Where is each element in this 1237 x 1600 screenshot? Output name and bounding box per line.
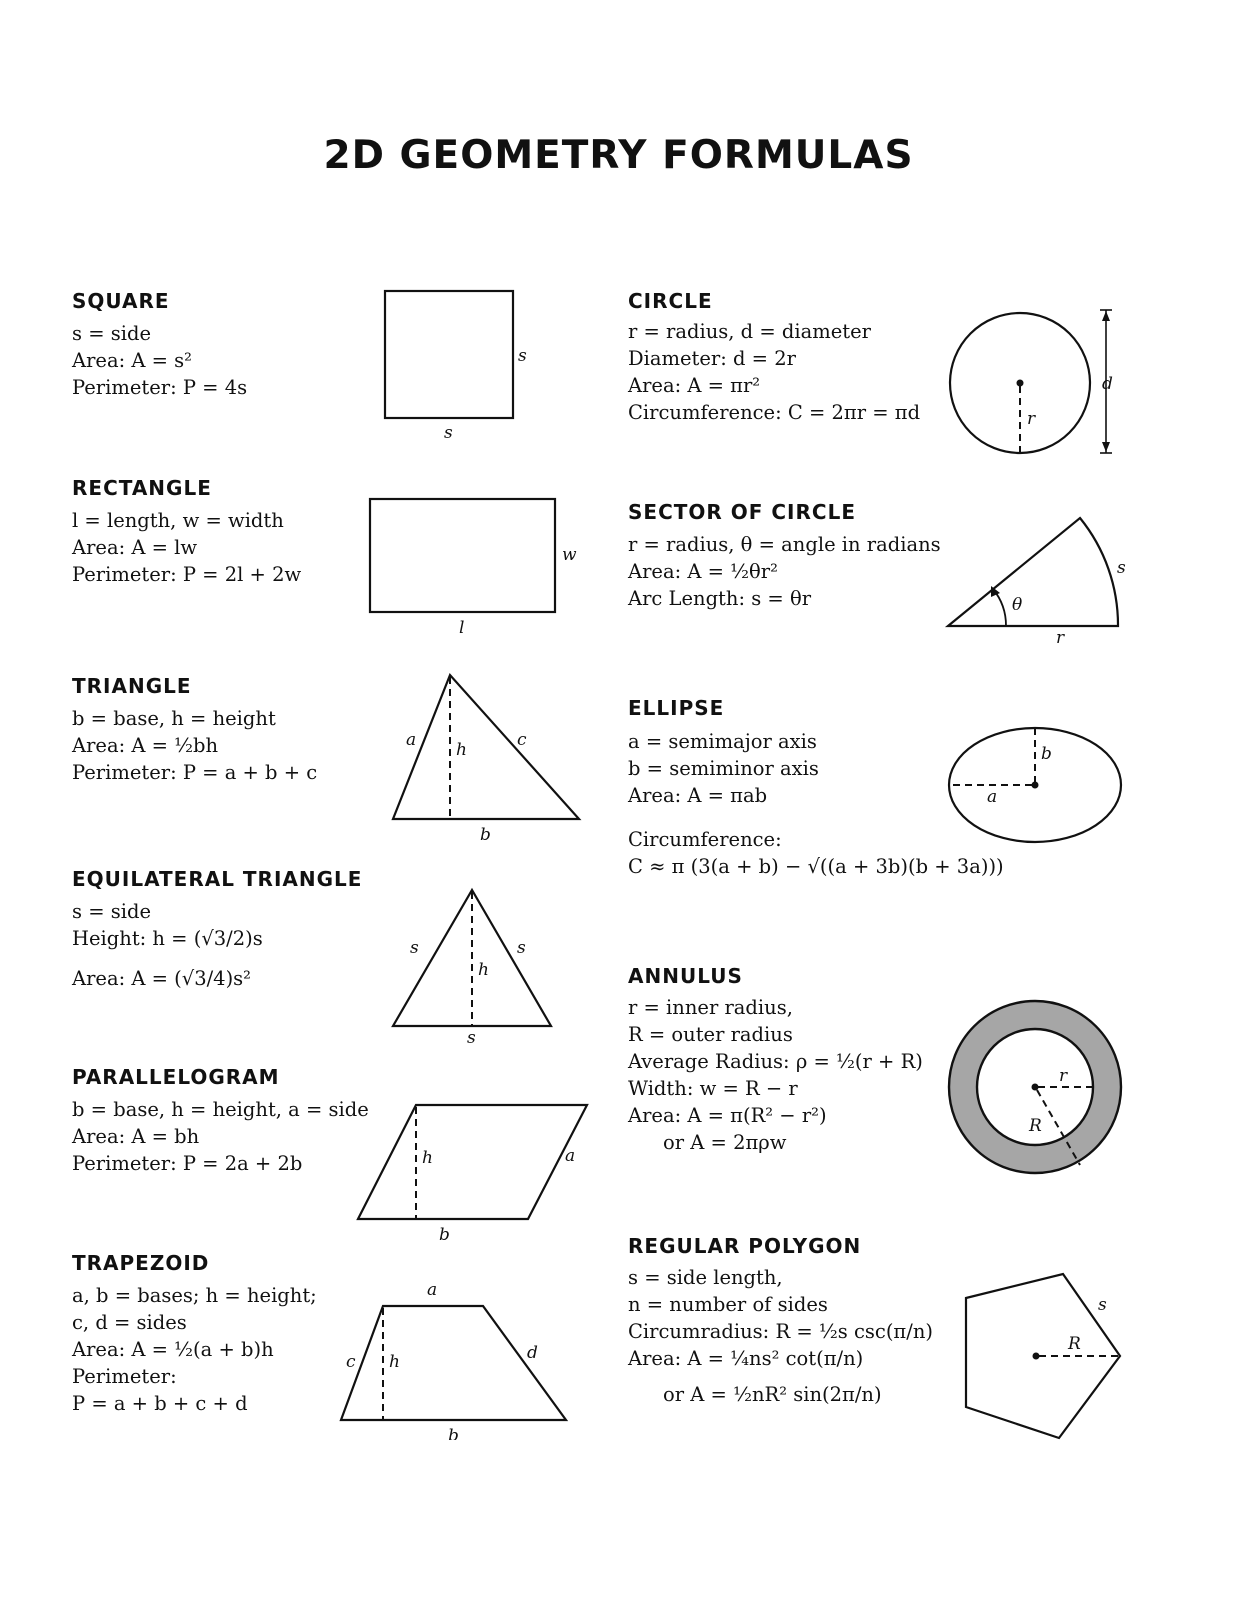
formula-line: r = radius, θ = angle in radians <box>628 533 941 556</box>
triangle-formulas <box>72 705 317 786</box>
formula-line: Height: h = (√3/2)s <box>72 927 263 950</box>
side-label: s <box>444 423 453 443</box>
base-label: b <box>439 1225 450 1240</box>
height-label: h <box>456 740 467 760</box>
formula-line: Area: A = ¼ns² cot(π/n) <box>628 1347 864 1370</box>
formula-line: Circumradius: R = ½s csc(π/n) <box>628 1320 933 1343</box>
side-label: s <box>1098 1295 1107 1315</box>
side-label: s <box>410 938 419 958</box>
trapezoid-figure <box>330 1255 580 1440</box>
height-label: h <box>478 960 489 980</box>
equilateral-heading: EQUILATERAL TRIANGLE <box>72 867 363 891</box>
height-label: h <box>389 1352 400 1372</box>
rectangle-figure <box>355 490 585 640</box>
formula-line: Perimeter: <box>72 1365 177 1388</box>
radius-label: r <box>1027 409 1036 429</box>
semiminor-label: b <box>1041 744 1052 764</box>
formula-line: Perimeter: P = 2a + 2b <box>72 1152 303 1175</box>
outer-radius-label: R <box>1029 1116 1042 1136</box>
formula-line: Perimeter: P = 4s <box>72 376 248 399</box>
formula-line: Perimeter: P = 2l + 2w <box>72 563 302 586</box>
center-point <box>1033 1353 1040 1360</box>
center-point <box>1032 1084 1039 1091</box>
side-label: a <box>565 1146 576 1166</box>
arc-label: s <box>1117 558 1126 578</box>
sector-figure <box>930 500 1130 650</box>
rectangle-formulas <box>72 507 301 588</box>
formula-line: or A = ½nR² sin(2π/n) <box>663 1383 882 1406</box>
formula-line: Circumference: C = 2πr = πd <box>628 401 921 424</box>
parallelogram-figure <box>345 1075 595 1240</box>
width-label: w <box>562 545 577 565</box>
ellipse-formulas <box>628 728 819 809</box>
formula-line: Perimeter: P = a + b + c <box>72 761 318 784</box>
sector-formulas <box>628 531 941 612</box>
ellipse-figure <box>940 715 1130 850</box>
formula-line: Arc Length: s = θr <box>628 587 812 610</box>
formula-line: s = side <box>72 900 152 923</box>
formula-line: b = base, h = height <box>72 707 276 730</box>
polygon-figure <box>950 1265 1130 1450</box>
formula-line: Width: w = R − r <box>628 1077 798 1100</box>
annulus-heading: ANNULUS <box>628 964 743 988</box>
rectangle-shape <box>370 499 555 612</box>
sector-heading: SECTOR OF CIRCLE <box>628 500 856 524</box>
trapezoid-formulas <box>72 1282 317 1417</box>
angle-label: θ <box>1012 595 1023 615</box>
radius-label: r <box>1056 628 1065 648</box>
formula-line: Area: A = ½θr² <box>628 560 778 583</box>
base-label: b <box>448 1426 459 1440</box>
polygon-formulas <box>628 1264 933 1408</box>
formula-line: s = side length, <box>628 1266 783 1289</box>
square-shape <box>385 291 513 418</box>
formula-line: Area: A = π(R² − r²) <box>628 1104 827 1127</box>
formula-line: n = number of sides <box>628 1293 828 1316</box>
annulus-figure <box>940 995 1125 1180</box>
formula-line: Diameter: d = 2r <box>628 347 796 370</box>
formula-line: Area: A = lw <box>72 536 198 559</box>
side-label: d <box>527 1343 538 1363</box>
triangle-shape <box>393 675 579 819</box>
base-label: a <box>427 1280 438 1300</box>
parallelogram-formulas <box>72 1096 369 1177</box>
formula-line: b = semiminor axis <box>628 757 819 780</box>
polygon-heading: REGULAR POLYGON <box>628 1234 862 1258</box>
formula-line: Average Radius: ρ = ½(r + R) <box>628 1050 923 1073</box>
square-heading: SQUARE <box>72 289 170 313</box>
formula-line: Area: A = ½bh <box>72 734 219 757</box>
formula-line: R = outer radius <box>628 1023 793 1046</box>
triangle-heading: TRIANGLE <box>72 674 192 698</box>
parallelogram-shape <box>358 1105 587 1219</box>
formula-line: or A = 2πρw <box>663 1131 787 1154</box>
formula-line: Area: A = (√3/4)s² <box>72 967 252 990</box>
formula-line: Area: A = bh <box>72 1125 200 1148</box>
formula-line: Area: A = πab <box>628 784 768 807</box>
formula-line: b = base, h = height, a = side <box>72 1098 369 1121</box>
annulus-formulas <box>628 994 923 1156</box>
formula-line: P = a + b + c + d <box>72 1392 248 1415</box>
square-formulas <box>72 320 247 401</box>
center-point <box>1017 380 1024 387</box>
formula-line: r = radius, d = diameter <box>628 320 871 343</box>
side-label: s <box>517 938 526 958</box>
formula-line: Area: A = πr² <box>628 374 761 397</box>
formula-line: a, b = bases; h = height; <box>72 1284 317 1307</box>
formula-line: r = inner radius, <box>628 996 793 1019</box>
circle-formulas <box>628 318 920 426</box>
side-label: c <box>346 1352 356 1372</box>
length-label: l <box>459 618 465 638</box>
side-label: s <box>518 346 527 366</box>
parallelogram-heading: PARALLELOGRAM <box>72 1065 280 1089</box>
diameter-label: d <box>1102 374 1113 394</box>
equilateral-formulas <box>72 898 263 992</box>
circle-heading: CIRCLE <box>628 289 713 313</box>
ellipse-heading: ELLIPSE <box>628 696 725 720</box>
triangle-figure <box>380 665 590 845</box>
equilateral-figure <box>380 880 560 1050</box>
formula-line: a = semimajor axis <box>628 730 817 753</box>
formula-line: c, d = sides <box>72 1311 187 1334</box>
side-label: a <box>406 730 417 750</box>
trapezoid-shape <box>341 1306 566 1420</box>
sector-shape <box>948 518 1118 626</box>
square-figure <box>370 285 550 445</box>
semimajor-label: a <box>987 787 998 807</box>
side-label: c <box>517 730 527 750</box>
base-label: b <box>480 825 491 845</box>
formula-line: l = length, w = width <box>72 509 284 532</box>
formula-line: Area: A = s² <box>72 349 192 372</box>
height-label: h <box>422 1148 433 1168</box>
circumradius-label: R <box>1068 1334 1081 1354</box>
base-label: s <box>467 1028 476 1048</box>
inner-radius-label: r <box>1059 1066 1068 1086</box>
formula-line: s = side <box>72 322 152 345</box>
formula-line: C ≈ π (3(a + b) − √((a + 3b)(b + 3a))) <box>628 855 1004 878</box>
formula-line: Area: A = ½(a + b)h <box>72 1338 274 1361</box>
formula-line: Circumference: <box>628 828 782 851</box>
rectangle-heading: RECTANGLE <box>72 476 212 500</box>
circle-figure <box>940 300 1130 460</box>
trapezoid-heading: TRAPEZOID <box>72 1251 210 1275</box>
page-title: 2D GEOMETRY FORMULAS <box>323 133 914 178</box>
